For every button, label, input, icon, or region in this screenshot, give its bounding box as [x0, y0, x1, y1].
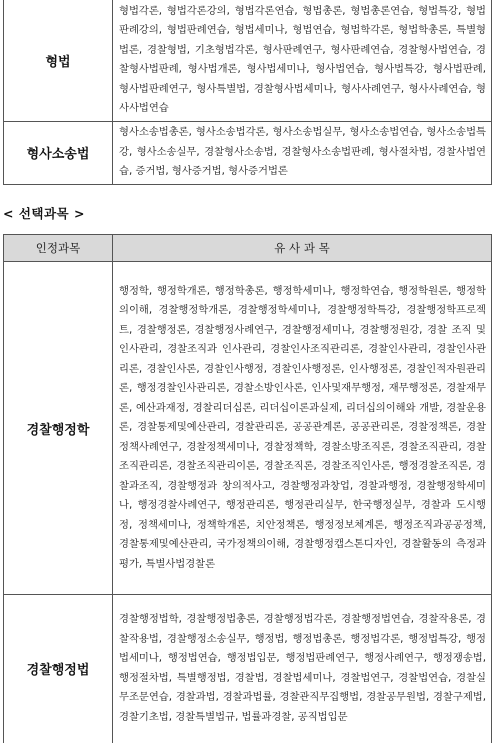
subject-label: 형법 — [4, 0, 113, 121]
subject-label: 형사소송법 — [4, 121, 113, 184]
subject-label: 경찰행정법 — [4, 595, 113, 743]
subject-label: 경찰행정학 — [4, 262, 113, 595]
similar-subjects-text: 경찰행정법학, 경찰행정법총론, 경찰행정법각론, 경찰행정법연습, 경찰작용론, 경찰작용법, 경찰행정소송실무, 행정법, 행정법총론, 행정법각론, 행정법특강, 행정법세미나, 행정법연습, 행정법입문, 행정법판례연구, 행정사례연구, 행정쟁송법, 행정절차법, 특별행정법, 경찰법, 경찰법세미나, 경찰법연구, 경찰법연습, 경찰실무조문연습, 경찰과법, 경찰과법률, 경찰관직무집행법, 경찰공무원법, 경찰구제법, 경찰기초법, 경찰특별법규, 법률과경찰, 공직법입문 — [113, 595, 492, 743]
table-row — [4, 595, 492, 743]
similar-subjects-text: 형사소송법총론, 형사소송법각론, 형사소송법실무, 형사소송법연습, 형사소송법특강, 형사소송실무, 경찰형사소송법, 경찰형사소송법판례, 형사절차법, 경찰사법연습, 증거법, 형사증거법, 형사증거법론 — [113, 121, 492, 184]
section-heading: < 선택과목 > — [3, 206, 85, 221]
table-row — [4, 262, 492, 595]
similar-subjects-text: 행정학, 행정학개론, 행정학총론, 행정학세미나, 행정학연습, 행정학원론, 행정학의이해, 경찰행정학개론, 경찰행정학세미나, 경찰행정학특강, 경찰행정학프로젝트, 경찰행정론, 경찰행정사례연구, 경찰행정세미나, 경찰행정원강, 경찰 조직 및 인사관리, 경찰조직과 인사관리, 경찰인사조직관리론, 경찰인사관리, 경찰인사관리론, 경찰인사론, 경찰인사행정, 경찰인사행정론, 인사행정론, 경찰인적자원관리론, 행정경찰인사관리론, 경찰소방인사론, 인사및재무행정, 재무행정론, 경찰재무론, 예산과재정, 경찰리더십론, 리더십이론과실제, 리더십의이해와 개발, 경찰운용론, 경찰통제및예산관리, 경찰관리론, 공공관계론, 공공관리론, 경찰정책론, 경찰정책사례연구, 경찰정책세미나, 경찰정책학, 경찰소방조직론, 경찰조직관리, 경찰조직관리론, 경찰조직관리이론, 경찰조직론, 경찰조직인사론, 행정경찰조직론, 경찰과조직, 경찰행정과 창의적사고, 경찰행정과창업, 경찰과행정, 경찰행정학세미나, 행정경찰사례연구, 행정관리론, 행정관리실무, 한국행정실무, 경찰과 도시행정, 정책세미나, 정책학개론, 치안정책론, 행정정보체계론, 행정조직과공공정책, 경찰통제및예산관리, 국가정책의이해, 경찰행정캡스톤디자인, 경찰활동의 측정과 평가, 특별사법경찰론 — [113, 262, 492, 595]
column-header-recognized-subject: 인정과목 — [4, 235, 113, 262]
table-row — [4, 0, 492, 121]
table-header-row — [4, 235, 492, 262]
table-row — [4, 121, 492, 184]
column-header-similar-subjects: 유 사 과 목 — [113, 235, 492, 262]
similar-subjects-text: 형법각론, 형법각론강의, 형법각론연습, 형법총론, 형법총론연습, 형법특강, 형법판례강의, 형법판례연습, 형법세미나, 형법연습, 형법학각론, 형법학총론, 특별형법론, 경찰형법, 기초형법각론, 형사판례연구, 형사판례연습, 경찰형사법연습, 경찰형사법판례, 형사법개론, 형사법세미나, 형사법연습, 형사법특강, 형사법판례, 형사법판례연구, 형사특별법, 경찰형사법세미나, 형사사례연구, 형사사례연습, 형사사법연습 — [113, 0, 492, 121]
top-subject-table — [3, 0, 492, 185]
elective-subject-table — [3, 234, 492, 743]
